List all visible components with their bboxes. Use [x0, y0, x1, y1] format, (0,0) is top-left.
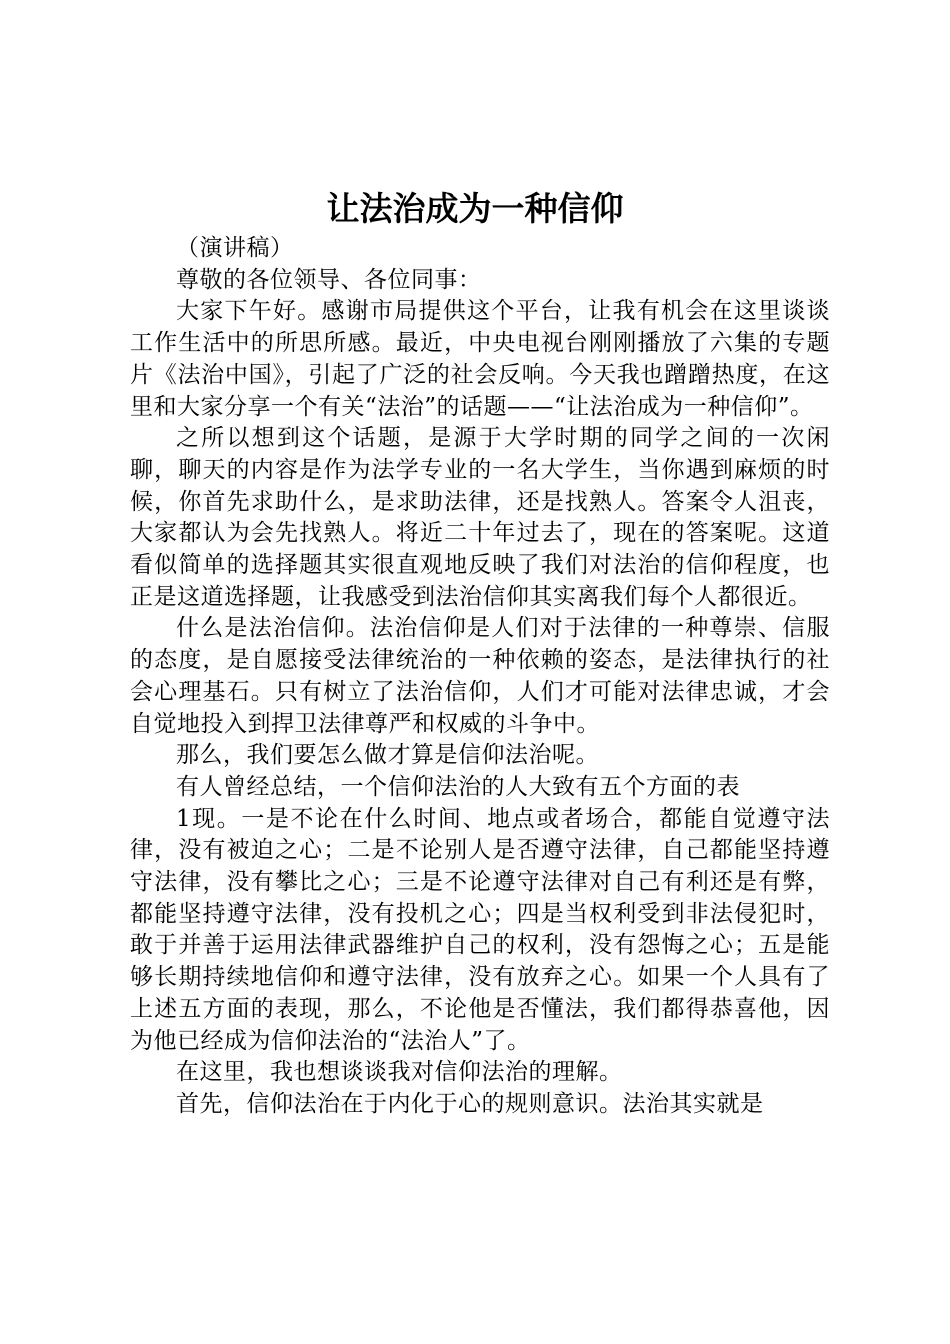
paragraph-subtitle: （演讲稿） — [176, 235, 294, 261]
paragraph: 1现。一是不论在什么时间、地点或者场合，都能自觉遵守法律，没有被迫之心；二是不论别人是否遵守法律，自己都能坚持遵守法律，没有攀比之心；三是不论遵守法律对自己有利还是有弊，都能坚持遵守法律，没有投机之心；四是当权利受到非法侵犯时，敢于并善于运用法律武器维护自己的权利，没有怨悔之心；五是能够长期持续地信仰和遵守法律，没有放弃之心。如果一个人具有了上述五方面的表现，那么，不论他是否懂法，我们都得恭喜他，因为他已经成为信仰法治的“法治人”了。 — [130, 805, 830, 1054]
paragraph: 有人曾经总结，一个信仰法治的人大致有五个方面的表 — [176, 773, 740, 800]
paragraph: 之所以想到这个话题，是源于大学时期的同学之间的一次闲聊，聊天的内容是作为法学专业的一名大学生，当你遇到麻烦的时候，你首先求助什么，是求助法律，还是找熟人。答案令人沮丧，大家都认为会先找熟人。将近二十年过去了，现在的答案呢。这道看似简单的选择题其实很直观地反映了我们对法治的信仰程度，也正是这道选择题，让我感受到法治信仰其实离我们每个人都很近。 — [130, 425, 830, 610]
paragraph: 首先，信仰法治在于内化于心的规则意识。法治其实就是 — [176, 1090, 764, 1117]
paragraph: 什么是法治信仰。法治信仰是人们对于法律的一种尊崇、信服的态度，是自愿接受法律统治的一种依赖的姿态，是法律执行的社会心理基石。只有树立了法治信仰，人们才可能对法律忠诚，才会自觉地投入到捍卫法律尊严和权威的斗争中。 — [130, 615, 830, 737]
paragraph-salutation: 尊敬的各位领导、各位同事： — [176, 266, 482, 293]
paragraph: 那么，我们要怎么做才算是信仰法治呢。 — [176, 742, 599, 769]
paragraph: 大家下午好。感谢市局提供这个平台，让我有机会在这里谈谈工作生活中的所思所感。最近，中央电视台刚刚播放了六集的专题片《法治中国》，引起了广泛的社会反响。今天我也蹭蹭热度，在这里和大家分享一个有关“法治”的话题——“让法治成为一种信仰”。 — [130, 298, 830, 420]
document-body — [130, 233, 830, 1121]
paragraph: 在这里，我也想谈谈我对信仰法治的理解。 — [176, 1059, 623, 1086]
document-title: 让法治成为一种信仰 — [326, 189, 624, 228]
